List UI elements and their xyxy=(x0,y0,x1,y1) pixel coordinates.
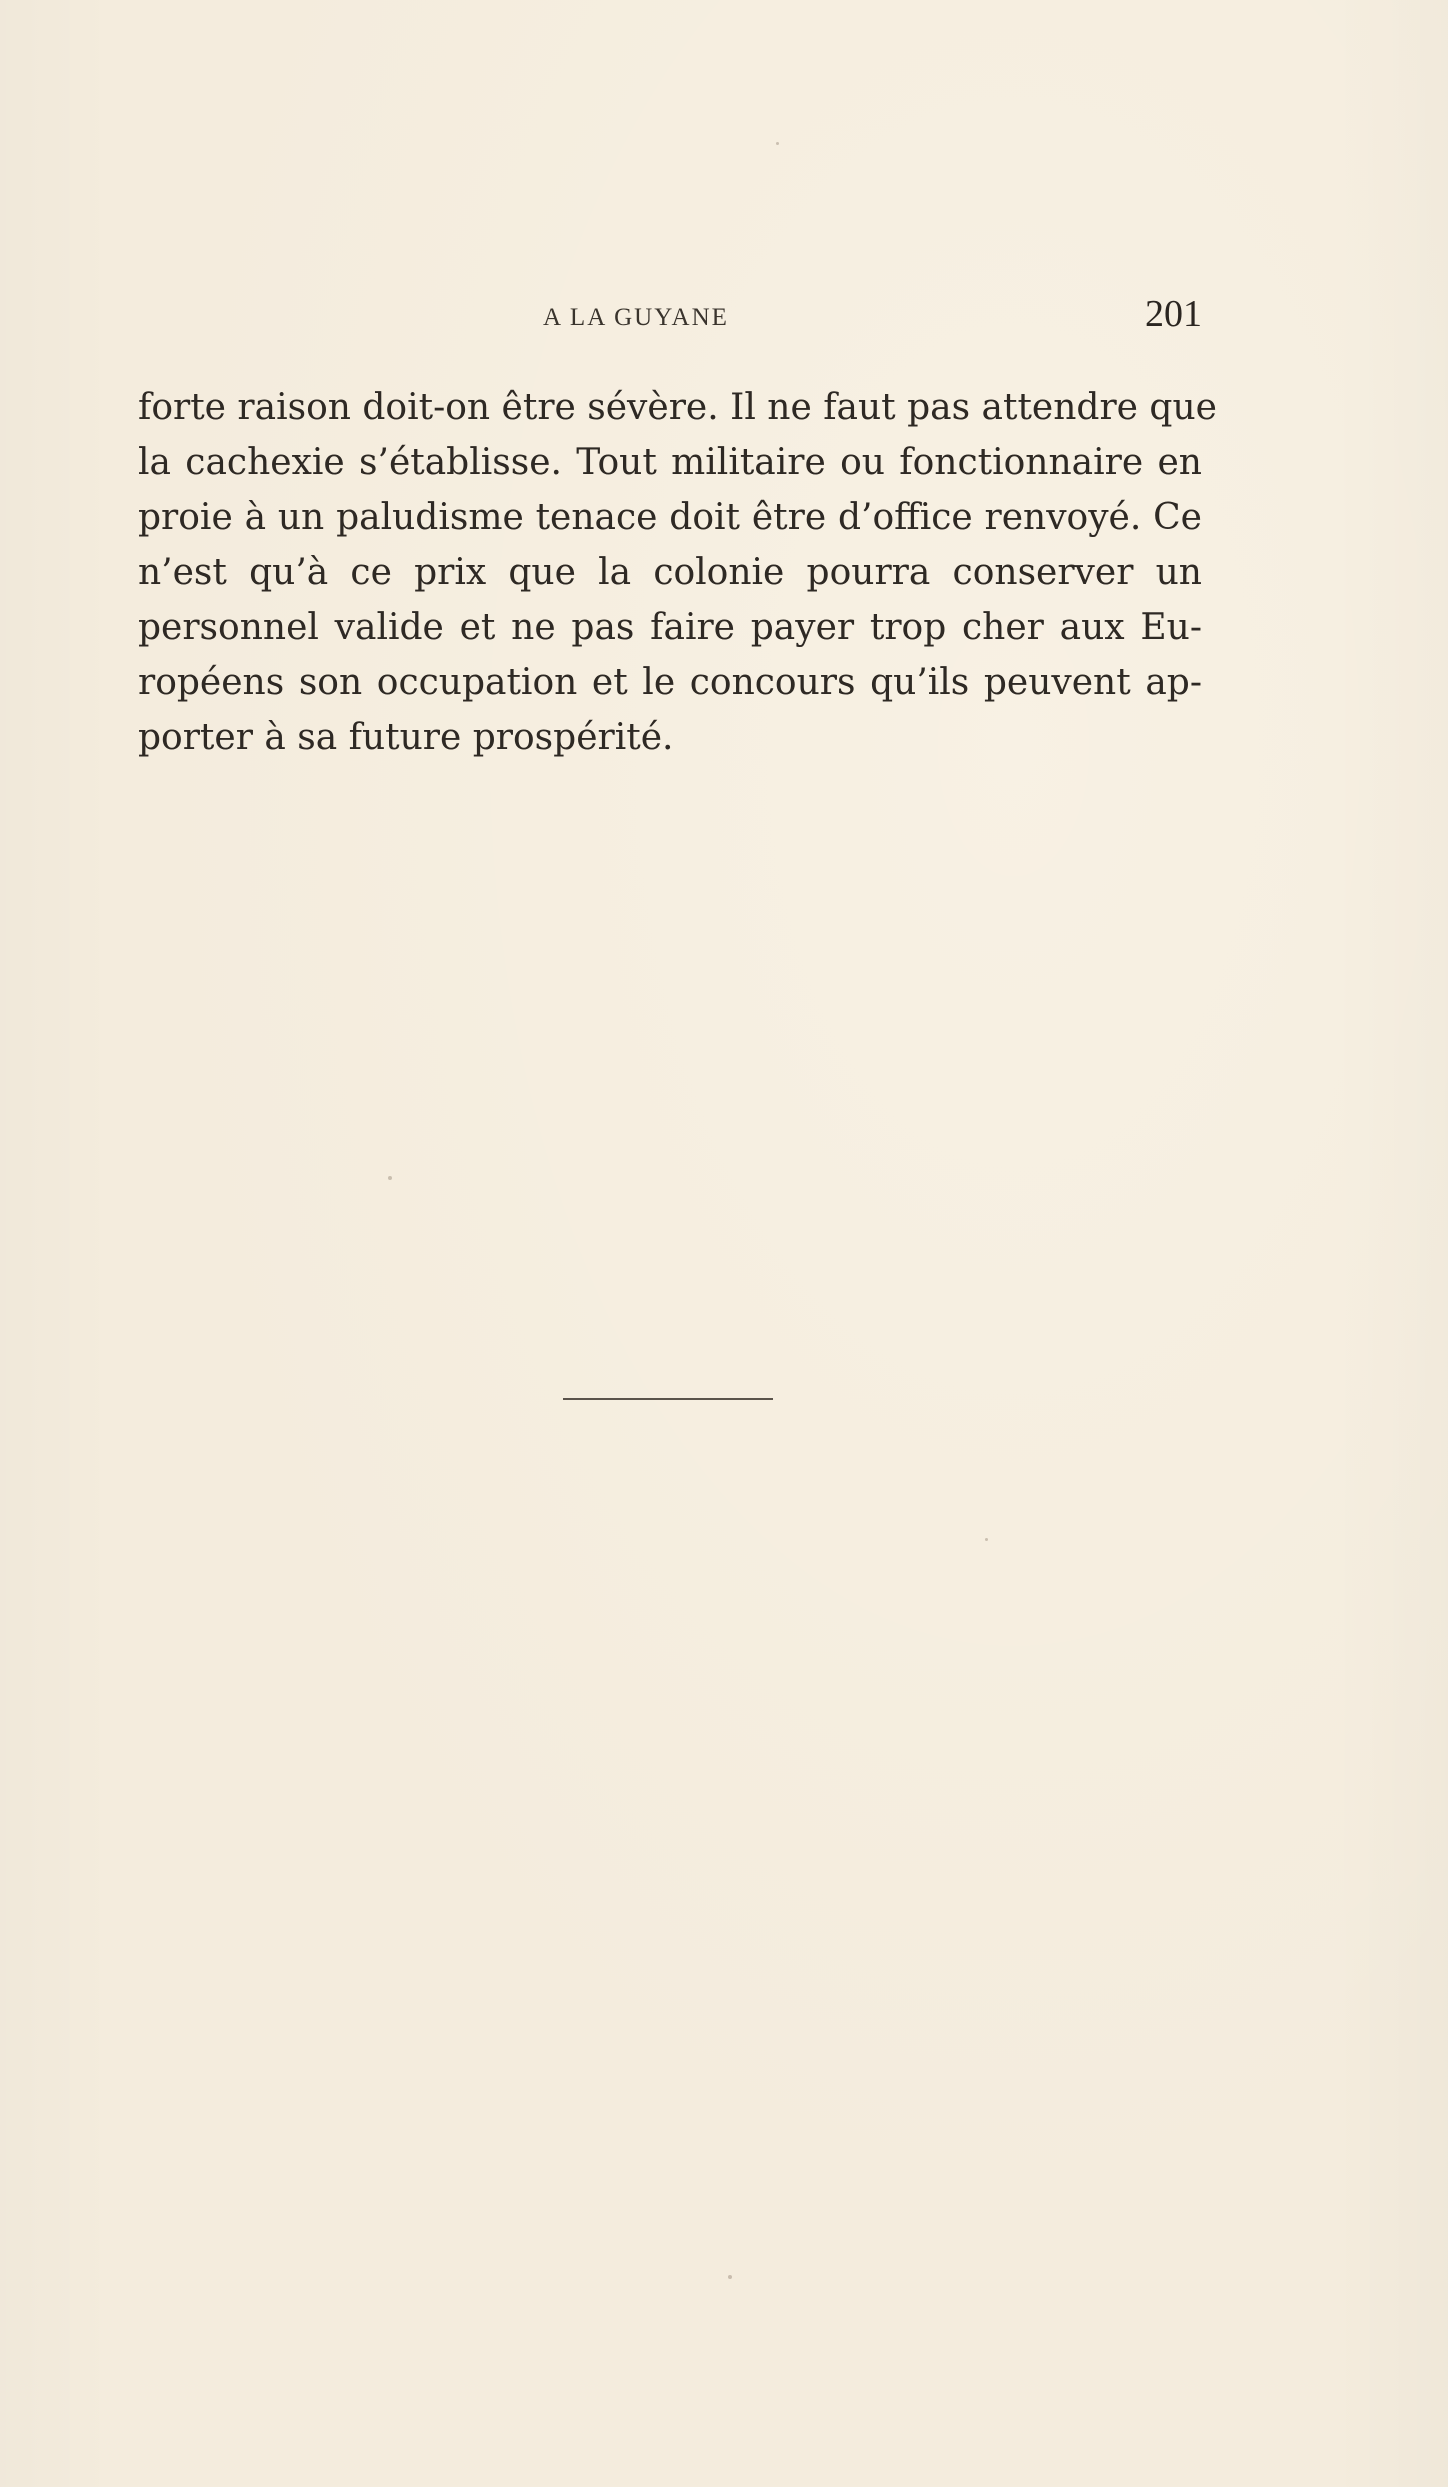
running-head xyxy=(138,292,1202,340)
end-rule xyxy=(563,1398,773,1400)
text-line: la cachexie s’établisse. Tout militaire ou fonctionnaire en xyxy=(138,442,1202,483)
text-line: personnel valide et ne pas faire payer trop cher aux Eu- xyxy=(138,607,1202,648)
paper-speck xyxy=(985,1538,988,1541)
text-line: porter à sa future prospérité. xyxy=(138,717,674,758)
paper-speck xyxy=(388,1176,392,1180)
text-line: forte raison doit-on être sévère. Il ne faut pas attendre que xyxy=(138,387,1217,428)
text-line: ropéens son occupation et le concours qu’ils peuvent ap- xyxy=(138,662,1202,703)
text-line: proie à un paludisme tenace doit être d’office renvoyé. Ce xyxy=(138,497,1202,538)
text-line: n’est qu’à ce prix que la colonie pourra conserver un xyxy=(138,552,1202,593)
paper-speck xyxy=(776,142,779,145)
paper-speck xyxy=(728,2275,732,2279)
body-text xyxy=(138,380,1217,765)
page-number: 201 xyxy=(1145,293,1202,335)
running-title: A LA GUYANE xyxy=(543,304,729,331)
